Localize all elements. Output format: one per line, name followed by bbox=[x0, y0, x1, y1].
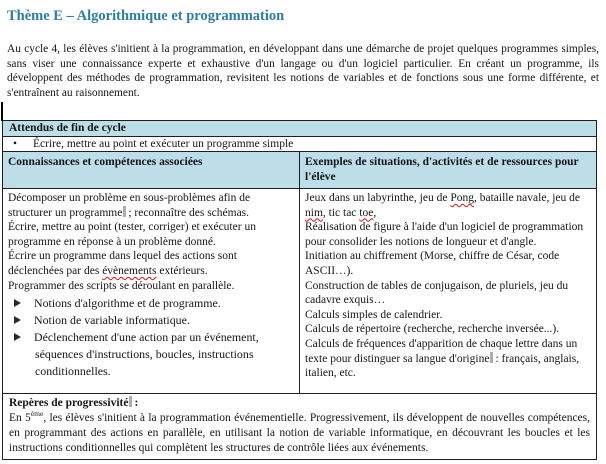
text-cursor bbox=[1, 102, 3, 121]
reperes-cell[interactable] bbox=[3, 394, 597, 460]
attendus-item-cell[interactable] bbox=[3, 136, 597, 152]
reperes-row bbox=[3, 394, 597, 460]
misspelled-word: évènements bbox=[102, 264, 157, 277]
arrowhead-right-icon bbox=[14, 333, 21, 341]
program-table bbox=[2, 120, 597, 460]
left-bullet-list bbox=[8, 295, 294, 380]
right-paragraph-2: Réalisation de figure à l'aide d'un logiciel de programmation pour consolider les notions de longueur et d'angle. bbox=[305, 221, 584, 248]
column-headers-row bbox=[3, 152, 597, 189]
reperes-label: Repères de progressivité bbox=[9, 397, 129, 409]
right-column-header[interactable]: Exemples de situations, d'activités et de ressources pour l'élève bbox=[300, 152, 597, 189]
right-paragraph-4: Construction de tables de conjugaison, de pluriels, jeu du cadavre exquis… bbox=[305, 279, 569, 307]
edit-mark bbox=[490, 352, 493, 363]
arrowhead-right-icon bbox=[14, 316, 21, 324]
attendus-header-cell[interactable]: Attendus de fin de cycle bbox=[3, 121, 597, 137]
reperes-colon: : bbox=[134, 397, 139, 409]
document-page bbox=[0, 8, 606, 464]
ordinal-superscript: ème bbox=[30, 409, 44, 419]
misspelled-word: toe bbox=[359, 206, 374, 219]
list-item: Notions d'algorithme et de programme. bbox=[8, 295, 294, 312]
left-column-cell[interactable] bbox=[3, 189, 300, 394]
left-column-header[interactable]: Connaissances et compétences associées bbox=[3, 152, 300, 189]
arrowhead-right-icon bbox=[14, 299, 21, 307]
list-item: Déclenchement d'une action par un événement, séquences d'instructions, boucles, instructions conditionnelles. bbox=[8, 329, 294, 380]
misspelled-word: Pong bbox=[450, 192, 474, 204]
edit-mark bbox=[123, 206, 126, 217]
list-item: Notion de variable informatique. bbox=[8, 312, 294, 329]
right-paragraph-3: Initiation au chiffrement (Morse, chiffre de César, code ASCII…). bbox=[305, 250, 560, 277]
page-title: Thème E – Algorithmique et programmation bbox=[7, 8, 285, 24]
right-paragraph-1: Jeux dans un labyrinthe, jeu de Pong, bataille navale, jeu de nim, tic tac toe, bbox=[305, 192, 580, 219]
attendus-header-row bbox=[3, 121, 597, 137]
table-body-row bbox=[3, 189, 597, 394]
left-paragraph-2: Écrire, mettre au point (tester, corriger) et exécuter un programme en réponse à un problème donné. bbox=[8, 221, 256, 248]
misspelled-word: nim bbox=[305, 206, 323, 219]
reperes-paragraph: En 5ème, les élèves s'initient à la programmation événementielle. Progressivement, ils développent de nouvelles compétences, en programmant des actions en parallèle, en utilisant la notion de variable informatique, en découvrant les boucles et les instructions conditionnelles qui complètent les structures de contrôle liées aux événements. bbox=[9, 409, 590, 454]
edit-mark bbox=[129, 396, 132, 407]
intro-paragraph[interactable]: Au cycle 4, les élèves s'initient à la programmation, en développant dans une démarche de projet quelques programmes simples, sans viser une connaissance experte et exhaustive d'un langage ou d'un logiciel particulier. En créant un programme, ils développent des méthodes de programmation, revisitent les notions de variables et de fonctions sous une forme différente, et s'entraînent au raisonnement. bbox=[7, 43, 599, 99]
left-paragraph-4: Programmer des scripts se déroulant en parallèle. bbox=[8, 279, 235, 292]
right-column-cell[interactable] bbox=[300, 189, 597, 394]
attendus-item-row bbox=[3, 136, 597, 152]
left-paragraph-1: Décomposer un problème en sous-problèmes afin de structurer un programme ; reconnaître des schémas. bbox=[8, 192, 251, 219]
right-paragraph-7: Calculs de fréquences d'apparition de chaque lettre dans un texte pour distinguer sa langue d'origine : français, anglais, italien, etc. bbox=[305, 337, 580, 380]
attendus-item-text: Écrire, mettre au point et exécuter un programme simple bbox=[33, 137, 294, 150]
bullet-icon: • bbox=[13, 137, 18, 150]
left-paragraph-3: Écrire un programme dans lequel des actions sont déclenchées par des évènements extérieurs. bbox=[8, 250, 237, 277]
right-paragraph-5: Calculs simples de calendrier. bbox=[305, 308, 443, 321]
reperes-label-line bbox=[9, 396, 590, 411]
right-paragraph-6: Calculs de répertoire (recherche, recherche inversée...). bbox=[305, 323, 560, 336]
